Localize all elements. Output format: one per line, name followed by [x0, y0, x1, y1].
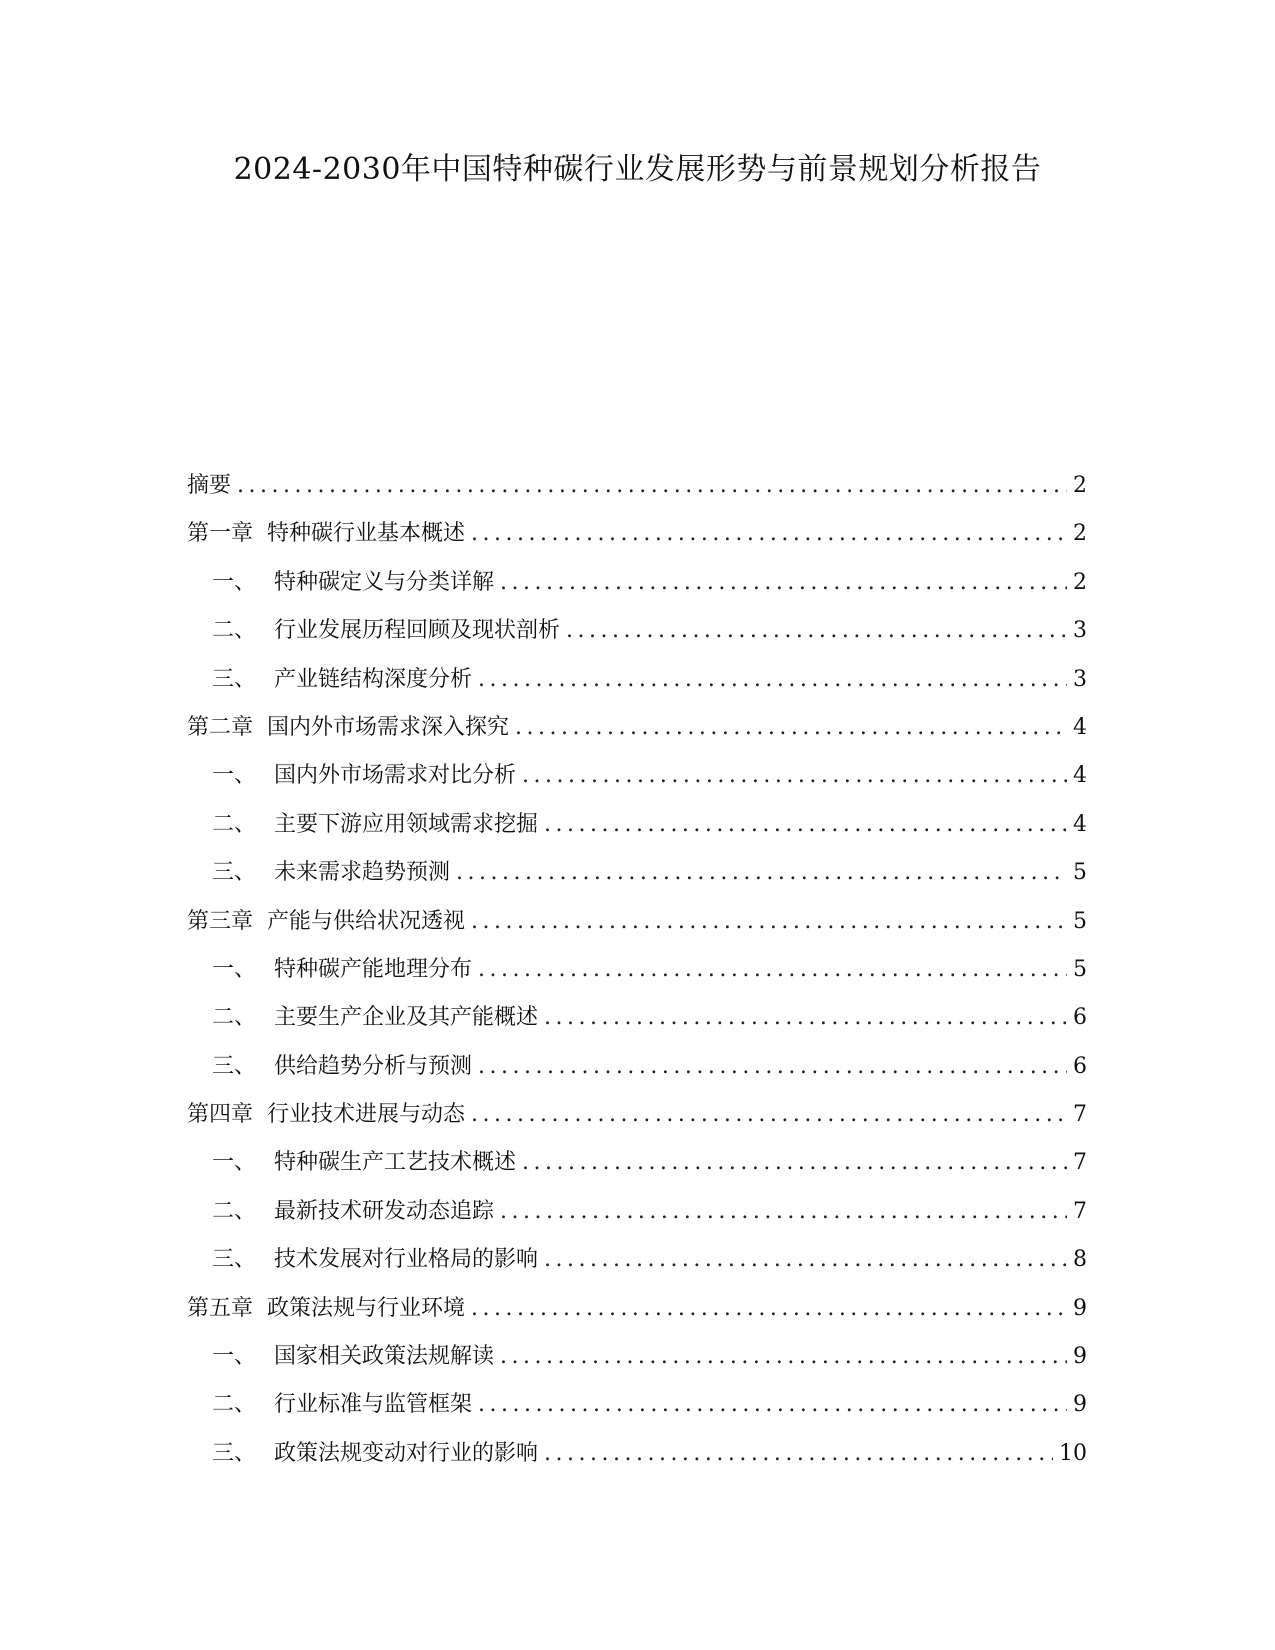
toc-entry-title: 政策法规变动对行业的影响 — [274, 1440, 539, 1466]
toc-entry-title: 产业链结构深度分析 — [274, 666, 473, 692]
toc-entry-number: 三、 — [212, 860, 257, 886]
toc-entry-number: 第三章 — [187, 908, 254, 934]
toc-page-number: 2 — [1073, 473, 1087, 498]
toc-entry-number: 三、 — [212, 666, 257, 692]
toc-entry-number: 三、 — [212, 1247, 257, 1273]
toc-entry-title: 国家相关政策法规解读 — [274, 1344, 495, 1370]
toc-entry-number: 第五章 — [187, 1295, 254, 1321]
toc-section-entry[interactable] — [187, 809, 1087, 857]
toc-chapter-entry[interactable] — [187, 712, 1087, 760]
toc-section-entry[interactable] — [187, 1244, 1087, 1292]
document-title: 2024-2030年中国特种碳行业发展形势与前景规划分析报告 — [233, 152, 1042, 187]
toc-section-entry[interactable] — [187, 1002, 1087, 1050]
toc-entry-number: 三、 — [212, 1440, 257, 1466]
toc-entry-title: 特种碳生产工艺技术概述 — [274, 1150, 517, 1176]
toc-entry-number: 一、 — [212, 956, 257, 982]
toc-section-entry[interactable] — [187, 954, 1087, 1002]
toc-page-number: 4 — [1073, 714, 1087, 740]
toc-entry-title: 产能与供给状况透视 — [267, 908, 466, 934]
toc-dot-leader — [522, 760, 1067, 792]
toc-page-number: 5 — [1073, 908, 1087, 934]
toc-section-entry[interactable] — [187, 1438, 1087, 1486]
toc-page-number: 10 — [1059, 1440, 1087, 1466]
toc-entry-title: 未来需求趋势预测 — [274, 860, 451, 886]
toc-page-number: 5 — [1073, 860, 1087, 886]
toc-section-entry[interactable] — [187, 1147, 1087, 1195]
toc-chapter-entry[interactable] — [187, 1293, 1087, 1341]
toc-section-entry[interactable] — [187, 857, 1087, 905]
toc-page-number: 5 — [1073, 956, 1087, 982]
toc-dot-leader — [471, 518, 1067, 550]
toc-entry-title: 主要生产企业及其产能概述 — [274, 1005, 539, 1031]
toc-section-entry[interactable] — [187, 1341, 1087, 1389]
toc-chapter-entry[interactable] — [187, 906, 1087, 954]
toc-page-number: 7 — [1073, 1150, 1087, 1176]
toc-dot-leader — [478, 1389, 1067, 1421]
toc-dot-leader — [544, 809, 1067, 841]
toc-page-number: 9 — [1073, 1392, 1087, 1418]
toc-page-number: 4 — [1073, 811, 1087, 837]
toc-chapter-entry[interactable] — [187, 470, 1087, 518]
toc-section-entry[interactable] — [187, 615, 1087, 663]
toc-page-number: 4 — [1073, 763, 1087, 789]
toc-dot-leader — [544, 1244, 1067, 1276]
toc-section-entry[interactable] — [187, 1389, 1087, 1437]
toc-entry-number: 三、 — [212, 1053, 257, 1079]
toc-page-number: 7 — [1073, 1102, 1087, 1128]
toc-entry-title: 行业标准与监管框架 — [274, 1392, 473, 1418]
toc-page-number: 6 — [1073, 1053, 1087, 1079]
toc-entry-number: 二、 — [212, 1392, 257, 1418]
toc-dot-leader — [471, 906, 1067, 938]
toc-dot-leader — [566, 615, 1067, 647]
toc-dot-leader — [522, 1147, 1067, 1179]
toc-page-number: 9 — [1073, 1344, 1087, 1370]
toc-dot-leader — [471, 1293, 1067, 1325]
toc-entry-number: 二、 — [212, 618, 257, 644]
toc-dot-leader — [471, 1099, 1067, 1131]
toc-entry-title: 国内外市场需求深入探究 — [267, 714, 510, 740]
toc-entry-number: 第二章 — [187, 714, 254, 740]
toc-section-entry[interactable] — [187, 1051, 1087, 1099]
toc-dot-leader — [515, 712, 1067, 744]
toc-dot-leader — [237, 470, 1067, 502]
toc-entry-title: 主要下游应用领域需求挖掘 — [274, 811, 539, 837]
toc-entry-title: 行业技术进展与动态 — [267, 1102, 466, 1128]
toc-dot-leader — [500, 1341, 1067, 1373]
toc-entry-number: 二、 — [212, 1005, 257, 1031]
toc-page-number: 2 — [1073, 521, 1087, 547]
toc-page-number: 3 — [1073, 618, 1087, 644]
toc-entry-number: 二、 — [212, 811, 257, 837]
toc-entry-title: 供给趋势分析与预测 — [274, 1053, 473, 1079]
table-of-contents — [187, 470, 1087, 1486]
toc-entry-number: 第一章 — [187, 521, 254, 547]
toc-entry-title: 最新技术研发动态追踪 — [274, 1198, 495, 1224]
toc-entry-title: 特种碳定义与分类详解 — [274, 569, 495, 595]
toc-section-entry[interactable] — [187, 567, 1087, 615]
toc-chapter-entry[interactable] — [187, 1099, 1087, 1147]
toc-entry-title: 特种碳行业基本概述 — [267, 521, 466, 547]
toc-entry-title: 特种碳产能地理分布 — [274, 956, 473, 982]
toc-page-number: 7 — [1073, 1198, 1087, 1224]
toc-entry-number: 第四章 — [187, 1102, 254, 1128]
toc-dot-leader — [478, 1051, 1067, 1083]
toc-dot-leader — [478, 954, 1067, 986]
toc-entry-title: 摘要 — [187, 473, 232, 498]
toc-dot-leader — [478, 664, 1067, 696]
toc-page-number: 6 — [1073, 1005, 1087, 1031]
toc-dot-leader — [544, 1438, 1053, 1470]
toc-entry-title: 政策法规与行业环境 — [267, 1295, 466, 1321]
toc-dot-leader — [456, 857, 1067, 889]
toc-entry-title: 行业发展历程回顾及现状剖析 — [274, 618, 561, 644]
toc-page-number: 8 — [1073, 1247, 1087, 1273]
toc-page-number: 3 — [1073, 666, 1087, 692]
toc-entry-number: 一、 — [212, 569, 257, 595]
toc-entry-title: 技术发展对行业格局的影响 — [274, 1247, 539, 1273]
toc-section-entry[interactable] — [187, 1196, 1087, 1244]
toc-entry-title: 国内外市场需求对比分析 — [274, 763, 517, 789]
toc-section-entry[interactable] — [187, 760, 1087, 808]
toc-dot-leader — [500, 567, 1067, 599]
toc-dot-leader — [544, 1002, 1067, 1034]
toc-entry-number: 一、 — [212, 763, 257, 789]
toc-entry-number: 二、 — [212, 1198, 257, 1224]
toc-chapter-entry[interactable] — [187, 518, 1087, 566]
toc-entry-number: 一、 — [212, 1344, 257, 1370]
toc-section-entry[interactable] — [187, 664, 1087, 712]
toc-page-number: 2 — [1073, 569, 1087, 595]
toc-entry-number: 一、 — [212, 1150, 257, 1176]
toc-page-number: 9 — [1073, 1295, 1087, 1321]
toc-dot-leader — [500, 1196, 1067, 1228]
